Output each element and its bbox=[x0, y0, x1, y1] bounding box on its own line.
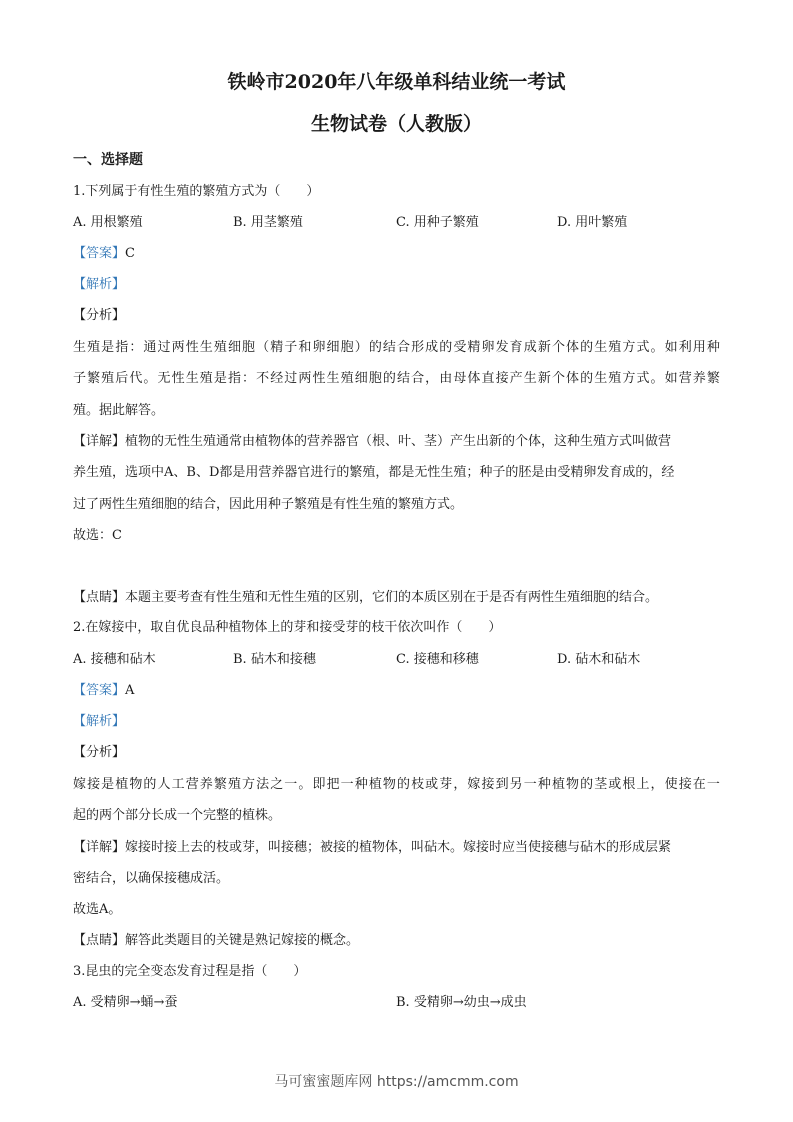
q2-stem: 2.在嫁接中，取自优良品种植物体上的芽和接受芽的枝干依次叫作（ ） bbox=[73, 620, 502, 635]
point-label: 【点睛】 bbox=[73, 590, 126, 605]
q2-answer-value: A bbox=[125, 683, 135, 698]
q3-stem: 3.昆虫的完全变态发育过程是指（ ） bbox=[73, 964, 307, 979]
q2-point bbox=[73, 933, 359, 949]
q3-option-b: B. 受精卵→幼虫→成虫 bbox=[396, 995, 527, 1010]
q3-option-a: A. 受精卵→蛹→蚕 bbox=[73, 995, 178, 1010]
q1-fenxi-label: 【分析】 bbox=[73, 308, 126, 323]
q1-option-d: D. 用叶繁殖 bbox=[557, 215, 628, 230]
answer-label: 【答案】 bbox=[73, 683, 126, 698]
section-heading: 一、选择题 bbox=[73, 152, 143, 168]
point-label: 【点睛】 bbox=[73, 933, 126, 948]
q1-detail-line-2: 养生殖，选项中A、B、D都是用营养器官进行的繁殖，都是无性生殖；种子的胚是由受精卵发育成的，经 bbox=[73, 465, 675, 480]
q2-analysis-line-1 bbox=[73, 777, 721, 793]
q1-point bbox=[73, 590, 658, 606]
q2-jiexi-label: 【解析】 bbox=[73, 714, 126, 729]
q1-analysis-line-1 bbox=[73, 340, 721, 356]
q1-stem: 1.下列属于有性生殖的繁殖方式为（ ） bbox=[73, 184, 320, 199]
analysis-text: 子繁殖后代。无性生殖是指：不经过两性生殖细胞的结合，由母体直接产生新个体的生殖方式。如营养繁 bbox=[73, 371, 721, 386]
q1-option-b: B. 用茎繁殖 bbox=[233, 215, 303, 230]
q2-option-c: C. 接穗和移穗 bbox=[396, 652, 479, 667]
q2-analysis-line-2: 起的两个部分长成一个完整的植株。 bbox=[73, 808, 282, 823]
document-title: 铁岭市2020年八年级单科结业统一考试 bbox=[227, 71, 566, 93]
q2-choose: 故选A。 bbox=[73, 902, 122, 917]
q2-option-a: A. 接穗和砧木 bbox=[73, 652, 156, 667]
point-text: 解答此类题目的关键是熟记嫁接的概念。 bbox=[125, 933, 360, 948]
analysis-text: 嫁接是植物的人工营养繁殖方法之一。即把一种植物的枝或芽，嫁接到另一种植物的茎或根上，使接在一 bbox=[73, 777, 721, 792]
q1-jiexi-label: 【解析】 bbox=[73, 277, 126, 292]
q1-analysis-line-2 bbox=[73, 371, 721, 387]
q1-detail-line-1 bbox=[73, 434, 671, 450]
q2-detail-line-2: 密结合，以确保接穗成活。 bbox=[73, 871, 230, 886]
q1-answer bbox=[73, 246, 135, 262]
q2-detail-line-1 bbox=[73, 840, 671, 856]
q1-choose: 故选：C bbox=[73, 528, 122, 543]
q1-analysis-line-3: 殖。据此解答。 bbox=[73, 403, 165, 418]
page-footer: 马可蜜蜜题库网 https://amcmm.com bbox=[274, 1074, 519, 1090]
analysis-text: 生殖是指：通过两性生殖细胞（精子和卵细胞）的结合形成的受精卵发育成新个体的生殖方式。如利用种 bbox=[73, 340, 721, 355]
detail-text: 植物的无性生殖通常由植物体的营养器官（根、叶、茎）产生出新的个体，这种生殖方式叫做营 bbox=[125, 434, 672, 449]
q2-option-d: D. 砧木和砧木 bbox=[557, 652, 641, 667]
document-subtitle: 生物试卷（人教版） bbox=[310, 113, 482, 135]
point-text: 本题主要考查有性生殖和无性生殖的区别，它们的本质区别在于是否有两性生殖细胞的结合。 bbox=[125, 590, 659, 605]
answer-label: 【答案】 bbox=[73, 246, 126, 261]
q1-answer-value: C bbox=[125, 246, 135, 261]
q1-detail-line-3: 过了两性生殖细胞的结合，因此用种子繁殖是有性生殖的繁殖方式。 bbox=[73, 497, 464, 512]
q1-option-c: C. 用种子繁殖 bbox=[396, 215, 479, 230]
q2-option-b: B. 砧木和接穗 bbox=[233, 652, 316, 667]
detail-text: 嫁接时接上去的枝或芽，叫接穗；被接的植物体，叫砧木。嫁接时应当使接穗与砧木的形成层紧 bbox=[125, 840, 672, 855]
q2-fenxi-label: 【分析】 bbox=[73, 745, 126, 760]
q1-option-a: A. 用根繁殖 bbox=[73, 215, 143, 230]
detail-label: 【详解】 bbox=[73, 840, 126, 855]
detail-label: 【详解】 bbox=[73, 434, 126, 449]
q2-answer bbox=[73, 683, 134, 699]
